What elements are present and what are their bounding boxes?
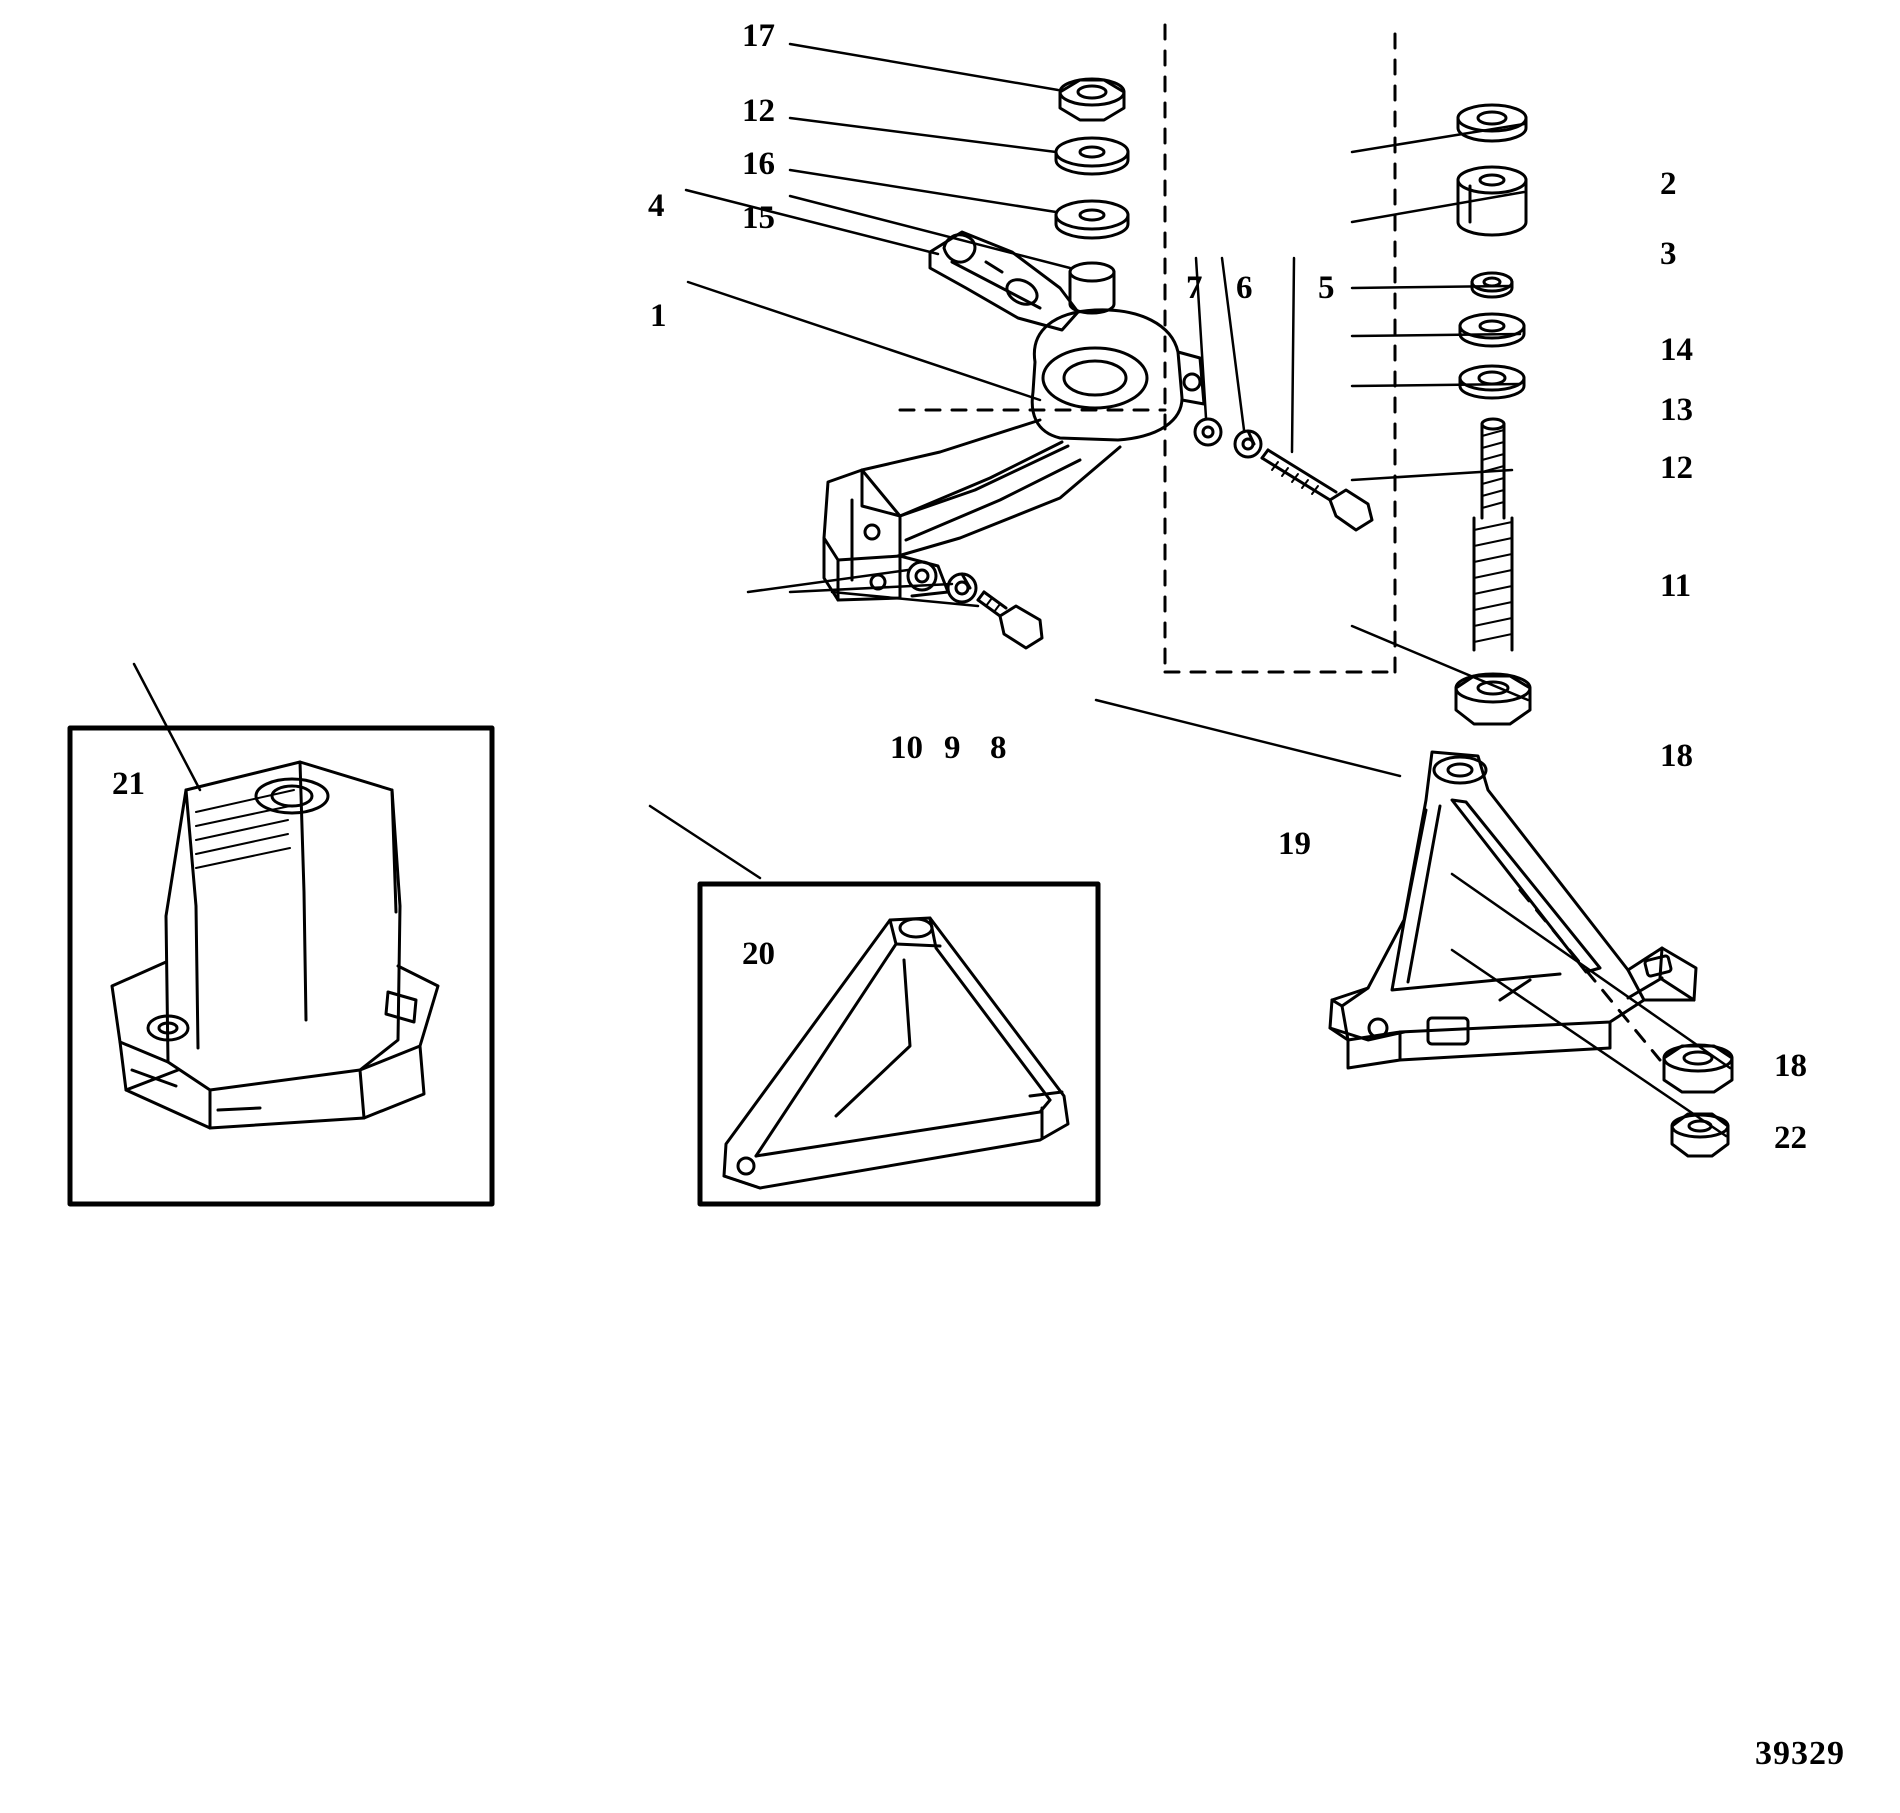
- part-1-arm: [824, 310, 1204, 600]
- part-12-washer-upper: [1056, 138, 1128, 174]
- callout-2: 2: [1660, 166, 1677, 202]
- callout-15: 15: [742, 200, 775, 236]
- callout-6: 6: [1236, 270, 1253, 306]
- callout-14: 14: [1660, 332, 1693, 368]
- callout-1: 1: [650, 298, 667, 334]
- callout-21: 21: [112, 766, 145, 802]
- part-2-cap: [1458, 105, 1526, 141]
- callout-10: 10: [890, 730, 923, 766]
- part-22-nut: [1672, 1114, 1728, 1156]
- part-18-locknut-upper: [1456, 674, 1530, 724]
- callout-20: 20: [742, 936, 775, 972]
- part-11-stud: [1474, 419, 1512, 650]
- callout-5: 5: [1318, 270, 1335, 306]
- part-21-mount-block: [112, 762, 438, 1128]
- part-15-spacer: [1070, 263, 1114, 313]
- callout-8: 8: [990, 730, 1007, 766]
- assembly-axis-dashed: [900, 25, 1660, 1060]
- part-8-bolt-short: [978, 592, 1042, 648]
- callout-19: 19: [1278, 826, 1311, 862]
- part-17-locknut: [1060, 79, 1124, 120]
- part-18-locknut-lower: [1664, 1045, 1732, 1092]
- callout-22: 22: [1774, 1120, 1807, 1156]
- part-19-transom-bracket: [1330, 752, 1696, 1068]
- part-13-washer: [1460, 314, 1524, 346]
- part-4-link-rod: [930, 232, 1078, 330]
- callout-4: 4: [648, 188, 665, 224]
- callout-3: 3: [1660, 236, 1677, 272]
- callout-12-lower: 12: [1660, 450, 1693, 486]
- part-7-washer: [1195, 419, 1221, 445]
- part-12-washer-lower: [1460, 366, 1524, 398]
- part-20-gusset-bracket: [724, 918, 1068, 1188]
- callout-17: 17: [742, 18, 775, 54]
- callout-16: 16: [742, 146, 775, 182]
- part-6-lockwasher: [1235, 431, 1261, 457]
- callout-13: 13: [1660, 392, 1693, 428]
- callout-9: 9: [944, 730, 961, 766]
- figure-number: 39329: [1755, 1735, 1845, 1772]
- callout-18-upper: 18: [1660, 738, 1693, 774]
- callout-11: 11: [1660, 568, 1692, 604]
- callout-7: 7: [1186, 270, 1203, 306]
- callout-18-lower: 18: [1774, 1048, 1807, 1084]
- part-5-bolt-long: [1262, 450, 1372, 530]
- callout-12-upper: 12: [742, 93, 775, 129]
- part-16-washer: [1056, 201, 1128, 238]
- part-9-lockwasher: [948, 574, 976, 602]
